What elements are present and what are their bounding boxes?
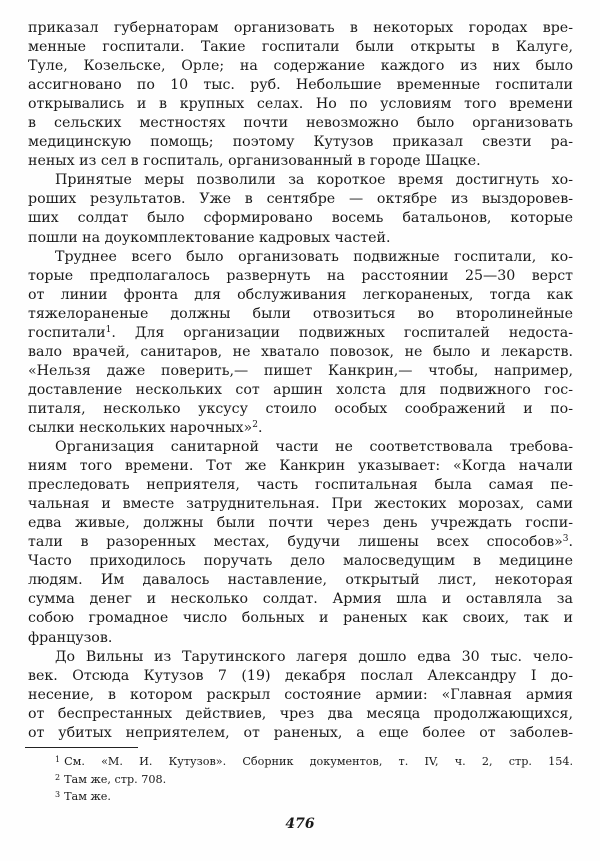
line-text: питаля, несколько уксусу стоило особых соображений и по- [28, 400, 573, 417]
line-text: Организация санитарной части не соответствовала требова- [55, 439, 573, 456]
text-line [28, 381, 573, 400]
line-text: тяжелораненые должны были отвозиться во второлинейные [28, 305, 573, 322]
line-text: доставление нескольких сот аршин холста для подвижного гос- [28, 381, 573, 398]
line-text: собою громадное число больных и раненых как своих, так и [28, 610, 573, 627]
footnote-number: 2 [55, 772, 61, 782]
line-text-after: . Для организации подвижных госпиталей недоста- [111, 324, 573, 341]
footnote-ref[interactable]: 1 [105, 324, 112, 335]
line-text: торые предполагалось развернуть на расстоянии 25—30 верст [28, 267, 573, 284]
text-line [28, 629, 573, 648]
footnote-ref[interactable]: 2 [252, 419, 258, 430]
footnote-rule [25, 747, 138, 748]
line-text: «Нельзя даже поверить,— пишет Канкрин,— чтобы, например, [28, 362, 573, 379]
text-line [28, 57, 573, 76]
footnote-ref[interactable]: 3 [562, 534, 569, 545]
text-line [28, 248, 573, 267]
line-text: приказал губернаторам организовать в некоторых городах вре- [28, 20, 573, 36]
text-line [28, 19, 573, 38]
line-text: Туле, Козельске, Орле; на содержание каждого из них было [28, 58, 573, 75]
line-text: роших результатов. Уже в сентябре — октябре из выздоровев- [28, 191, 573, 208]
text-line [28, 552, 573, 571]
line-text: До Вильны из Тарутинского лагеря дошло едва 30 тыс. чело- [55, 648, 573, 665]
text-line [28, 286, 573, 305]
footnote-text: Там же, стр. 708. [64, 772, 167, 786]
line-text: преследовать неприятеля, часть госпитальная была самая пе- [28, 477, 573, 494]
line-text: неных из сел в госпиталь, организованный в городе Шацке. [28, 153, 481, 170]
footnote [55, 787, 575, 805]
text-line [28, 667, 573, 686]
footnote-text: См. «М. И. Кутузов». Сборник документов, т. IV, ч. 2, стр. 154. [64, 755, 573, 768]
line-text: чальная и вместе затруднительная. При жестоких морозах, сами [28, 496, 573, 513]
text-line [28, 95, 573, 114]
text-line [28, 400, 573, 419]
text-line [28, 305, 573, 324]
text-line [28, 609, 573, 628]
line-text: ассигновано по 10 тыс. руб. Небольшие временные госпитали [28, 77, 573, 94]
text-line [28, 648, 573, 667]
line-text: пошли на доукомплектование кадровых частей. [28, 229, 391, 246]
line-text: от линии фронта для обслуживания легкораненых, тогда как [28, 286, 573, 303]
text-line [28, 152, 573, 171]
line-text: от беспрестанных действиев, чрез два месяца продолжающихся, [28, 705, 573, 722]
text-line [28, 114, 573, 133]
footnote-number: 3 [55, 790, 61, 799]
text-line [28, 571, 573, 590]
text-line [28, 343, 573, 362]
line-text: ших солдат было сформировано восемь батальонов, которые [28, 210, 573, 227]
line-text-after: . [257, 419, 263, 436]
text-line [28, 38, 573, 57]
line-text: в сельских местностях почти невозможно было организовать [28, 115, 573, 132]
text-line [28, 457, 573, 476]
text-line [28, 514, 573, 533]
line-text: Труднее всего было организовать подвижные госпитали, ко- [55, 248, 573, 265]
line-text: от убитых неприятелем, от раненых, а еще более от заболев- [28, 724, 573, 741]
text-line [28, 724, 573, 743]
line-text: открывались и в крупных селах. Но по условиям того времени [28, 96, 573, 113]
line-text: Часто приходилось поручать дело малосведущим в медицине [28, 553, 573, 570]
text-line [28, 419, 573, 438]
line-text: французов. [28, 629, 113, 646]
line-text-after: . [568, 534, 573, 551]
text-line [28, 686, 573, 705]
text-line [28, 495, 573, 514]
footnote-number: 1 [55, 755, 61, 764]
line-text: тали в разоренных местах, будучи лишены всех способов» [28, 534, 563, 551]
line-text: медицинскую помощь; поэтому Кутузов приказал свезти ра- [28, 134, 573, 151]
line-text: несение, в котором раскрыл состояние армии: «Главная армия [28, 686, 573, 703]
text-line [28, 590, 573, 609]
text-line [28, 267, 573, 286]
line-text: людям. Им давалось наставление, открытый лист, некоторая [28, 572, 573, 589]
line-text: госпитали [28, 324, 106, 341]
line-text: Принятые меры позволили за короткое время достигнуть хо- [55, 172, 573, 189]
text-line [28, 476, 573, 495]
footnote-text: Там же. [64, 790, 111, 803]
text-line [28, 324, 573, 343]
text-line [28, 438, 573, 457]
footnote [55, 752, 573, 770]
text-line [28, 171, 573, 190]
text-line [28, 705, 573, 724]
text-line [28, 533, 573, 552]
line-text: сумма денег и несколько солдат. Армия шла и оставляла за [28, 591, 573, 608]
line-text: ниям того времени. Тот же Канкрин указывает: «Когда начали [28, 458, 573, 475]
line-text: вало врачей, санитаров, не хватало повозок, не было и лекарств. [28, 343, 573, 360]
line-text: едва живые, должны были почти через день учреждать госпи- [28, 515, 573, 532]
text-line [28, 362, 573, 381]
page-number: 476 [285, 816, 315, 832]
footnote [55, 770, 575, 788]
line-text: менные госпитали. Такие госпитали были открыты в Калуге, [28, 39, 573, 56]
line-text: век. Отсюда Кутузов 7 (19) декабря послал Александру I до- [28, 667, 573, 684]
text-line [28, 229, 573, 248]
text-line [28, 76, 573, 95]
text-line [28, 133, 573, 152]
text-line [28, 190, 573, 209]
text-line [28, 209, 573, 228]
main-text [28, 19, 573, 743]
line-text: сылки нескольких нарочных» [28, 419, 253, 436]
footnotes [55, 752, 575, 805]
